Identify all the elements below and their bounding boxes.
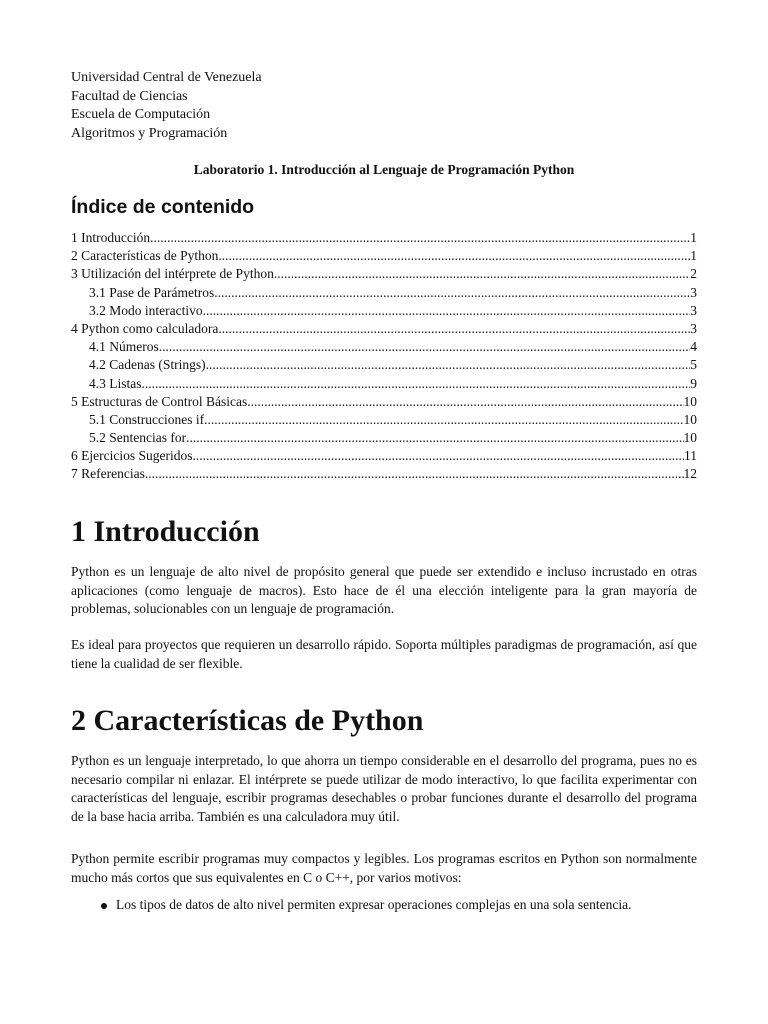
- toc-heading: Índice de contenido: [71, 196, 255, 218]
- toc-entry[interactable]: [71, 429, 697, 447]
- toc-entry-label: 3.1 Pase de Parámetros: [89, 284, 215, 300]
- toc-entry-page: 1: [690, 230, 697, 245]
- toc-entry[interactable]: [71, 356, 697, 374]
- toc-entry-page: 10: [683, 393, 697, 409]
- toc-entry-page: 3: [690, 284, 697, 300]
- institution-header: [71, 69, 262, 143]
- toc-leader-dots: [218, 320, 690, 338]
- toc-entry-label: 4 Python como calculadora: [71, 320, 219, 336]
- toc-entry-label: 1 Introducción: [71, 230, 151, 245]
- toc-entry-page: 11: [684, 448, 697, 464]
- toc-entry-label: 7 Referencias: [71, 466, 145, 482]
- toc-entry[interactable]: [71, 465, 697, 483]
- toc-entry[interactable]: [71, 284, 697, 302]
- toc-entry[interactable]: [71, 447, 697, 465]
- bullet-dot-icon: [101, 903, 107, 909]
- section-heading-introduccion: 1 Introducción: [71, 515, 260, 548]
- toc-entry-label: 4.3 Listas: [89, 375, 142, 391]
- toc-entry-page: 4: [690, 339, 697, 355]
- toc-leader-dots: [204, 411, 683, 429]
- toc-entry[interactable]: [71, 338, 697, 356]
- toc-entry-label: 3.2 Modo interactivo: [89, 302, 203, 318]
- header-line-course: Algoritmos y Programación: [71, 125, 228, 141]
- toc-leader-dots: [150, 229, 690, 247]
- toc-entry[interactable]: [71, 302, 697, 320]
- toc-leader-dots: [247, 393, 683, 411]
- paragraph: Es ideal para proyectos que requieren un desarrollo rápido. Soporta múltiples paradigmas de programación, así que tiene la cualidad de ser flexible.: [71, 637, 697, 671]
- toc-entry-label: 4.2 Cadenas (Strings): [89, 357, 206, 373]
- toc-leader-dots: [214, 284, 690, 302]
- toc-entry[interactable]: [71, 265, 697, 283]
- toc-entry-label: 4.1 Números: [89, 339, 159, 355]
- toc-entry-page: 2: [690, 266, 697, 282]
- toc-entry-page: 10: [683, 430, 697, 446]
- paragraph: Python es un lenguaje de alto nivel de propósito general que puede ser extendido e incluso incrustado en otras aplicaciones (como lenguaje de macros). Esto hace de él una elección inteligente para la gran mayoría de problemas, solucionables con un lenguaje de programación.: [71, 564, 697, 616]
- header-line-university: Universidad Central de Venezuela: [71, 70, 262, 85]
- document-title: Laboratorio 1. Introducción al Lenguaje de Programación Python: [193, 162, 575, 177]
- paragraph: Python es un lenguaje interpretado, lo que ahorra un tiempo considerable en el desarrollo del programa, pues no es necesario compilar ni enlazar. El intérprete se puede utilizar de modo interactivo, lo que facilita experimentar con características del lenguaje, escribir programas desechables o probar funciones durante el desarrollo del programa de la base hacia arriba. También es una calculadora muy útil.: [71, 753, 697, 824]
- toc-entry-page: 10: [683, 411, 697, 427]
- toc-entry-label: 5.1 Construcciones if: [89, 411, 205, 427]
- toc-entry-label: 5 Estructuras de Control Básicas: [71, 393, 248, 409]
- toc-entry-page: 9: [690, 375, 697, 391]
- toc-leader-dots: [274, 265, 690, 283]
- toc-entry-page: 1: [690, 248, 697, 264]
- toc-leader-dots: [203, 302, 691, 320]
- toc-leader-dots: [145, 465, 684, 483]
- toc-entry-label: 3 Utilización del intérprete de Python: [71, 266, 274, 282]
- toc-entry-page: 12: [683, 466, 697, 482]
- section-heading-caracteristicas: 2 Características de Python: [71, 704, 424, 737]
- toc-leader-dots: [186, 429, 683, 447]
- toc-entry[interactable]: [71, 247, 697, 265]
- toc-entry[interactable]: [71, 229, 697, 247]
- toc-entry-label: 5.2 Sentencias for: [89, 430, 187, 446]
- toc-entry[interactable]: [71, 320, 697, 338]
- toc-entry-page: 5: [690, 357, 697, 373]
- toc-entry-page: 3: [690, 320, 697, 336]
- toc-entry[interactable]: [71, 375, 697, 393]
- toc-leader-dots: [206, 356, 691, 374]
- table-of-contents: [71, 229, 697, 484]
- toc-entry-label: 2 Características de Python: [71, 248, 219, 264]
- toc-entry-label: 6 Ejercicios Sugeridos: [71, 448, 193, 464]
- toc-entry-page: 3: [690, 302, 697, 318]
- bullet-list: [71, 896, 697, 915]
- toc-leader-dots: [142, 375, 691, 393]
- toc-entry[interactable]: [71, 393, 697, 411]
- toc-entry[interactable]: [71, 411, 697, 429]
- header-line-school: Escuela de Computación: [71, 107, 211, 122]
- toc-leader-dots: [159, 338, 691, 356]
- header-line-faculty: Facultad de Ciencias: [71, 88, 188, 104]
- toc-leader-dots: [218, 247, 690, 265]
- list-item-text: Los tipos de datos de alto nivel permiten expresar operaciones complejas en una sola sentencia.: [116, 897, 632, 912]
- list-item: [71, 896, 697, 915]
- paragraph: Python permite escribir programas muy compactos y legibles. Los programas escritos en Python son normalmente mucho más cortos que sus equivalentes en C o C++, por varios motivos:: [71, 851, 697, 885]
- toc-leader-dots: [192, 447, 684, 465]
